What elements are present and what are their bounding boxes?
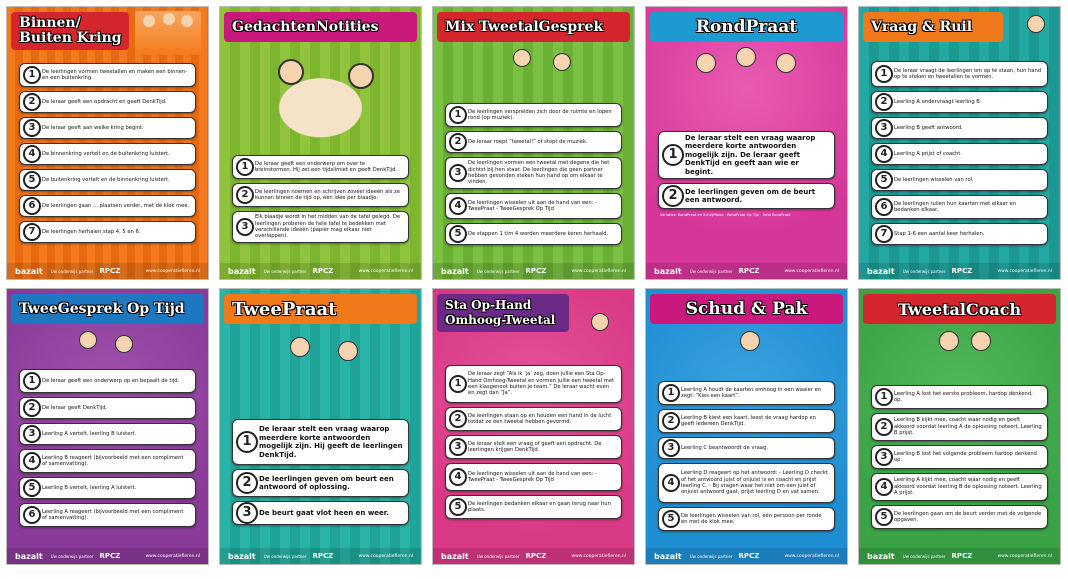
step-text: De leraar stelt een vraag waarop meerdere korte antwoorden mogelijk zijn. Hij geeft de leerlingen DenkTijd. [259,425,403,459]
rpcz-logo: RPCZ [738,552,760,560]
step-text: De leerlingen ruilen hun kaarten met elkaar en bedanken elkaar. [894,200,1016,213]
footer-url: www.cooperatiefleren.nl [997,268,1052,274]
group-table-illustration [676,45,816,125]
step-number: 4 [23,145,41,163]
step-number: 2 [875,93,893,111]
step-number: 6 [875,198,893,216]
footer-url: www.cooperatiefleren.nl [571,553,626,559]
step-item [871,61,1048,87]
step-number: 3 [662,439,680,457]
step-item [19,423,196,445]
step-text: Elk blaadje wordt in het midden van de tafel gelegd. De leerlingen proberen de hele tafel te bedekken met verschillende ideeën (papier mag elkaar niet overlappen). [255,214,401,240]
step-text: Leerling A lost het eerste probleem, hardop denkend, op. [894,390,1033,403]
poster-binnen-buiten-kring [6,6,209,280]
children-moving-illustration [503,45,593,101]
student-figure [115,335,133,353]
step-list [658,381,835,535]
coaching-pair-illustration [909,325,1019,377]
rpcz-logo: RPCZ [312,267,334,275]
step-item [445,407,622,431]
step-item [871,195,1048,219]
step-text: De leerlingen vormen een tweetal met degene die het dichtst bij hen staat. De leerlingen die geen partner hebben gevonden steken hun hand op om elkaar te vinden. [468,160,610,186]
step-item [658,463,835,503]
step-text: Stap 1-6 een aantal keer herhalen. [894,230,985,237]
step-number: 3 [23,119,41,137]
step-number: 5 [875,171,893,189]
step-item [19,195,196,217]
step-text: Leerling A vertelt, leerling B luistert. [42,430,137,437]
poster-title: Vraag & Ruil [863,12,1003,42]
partner-text: Uw onderwijs partner [263,553,307,559]
step-number: 5 [662,510,680,528]
rpcz-logo: RPCZ [99,552,121,560]
student-figure [278,59,304,85]
student-figure [348,63,374,89]
poster-title: Binnen/ Buiten Kring [11,12,129,50]
step-list [871,61,1048,249]
rpcz-logo: RPCZ [525,267,547,275]
two-students-table-illustration [260,329,385,407]
students-writing-illustration [238,49,403,147]
children-illustration [135,11,201,55]
step-text: De leraar geeft aan welke kring begint. [42,124,144,131]
step-text: Leerling B lost het volgende probleem hardop denkend op. [894,450,1037,463]
step-text: De leraar stelt een vraag waarop meerdere korte antwoorden mogelijk zijn. De leraar geeft DenkTijd en geeft aan wie er begint. [685,133,816,176]
step-item [445,223,622,245]
step-item [19,369,196,393]
poster-footer [7,548,208,564]
step-number: 7 [23,223,41,241]
footer-url: www.cooperatiefleren.nl [571,268,626,274]
step-number: 2 [449,410,467,428]
step-list [232,155,409,247]
step-text: De leraar geeft een onderwerp op en bepaalt de tijd. [42,377,180,384]
step-text: Leerling B geeft antwoord. [894,124,963,131]
step-item [658,183,835,209]
step-item [19,143,196,165]
rpcz-logo: RPCZ [951,552,973,560]
step-number: 2 [236,186,254,204]
poster-footer [433,548,634,564]
child-figure [513,49,531,67]
step-text: De leerlingen noemen en schrijven zoveel ideeën als ze kunnen binnen de tijd op, één idee per blaadje. [255,188,400,201]
step-item [871,505,1048,529]
step-item [658,131,835,179]
step-number: 2 [662,412,680,430]
two-students-illustration [67,325,147,369]
step-number: 4 [23,452,41,470]
poster-mix-tweetal-gesprek [432,6,635,280]
step-item [871,385,1048,409]
rpcz-logo: RPCZ [951,267,973,275]
step-text: De leerlingen verspreiden zich door de ruimte en lopen rond (op muziek). [468,108,612,121]
student-figure [971,331,991,351]
bazalt-logo: bazalt [15,266,43,276]
step-number: 2 [449,133,467,151]
hand-raised-illustration [573,293,629,355]
step-text: De beurt gaat vlot heen en weer. [259,508,389,517]
child-figure [143,15,155,27]
step-number: 4 [449,468,467,486]
poster-rondpraat [645,6,848,280]
step-item [232,419,409,465]
poster-gedachten-notities [219,6,422,280]
step-number: 5 [875,508,893,526]
step-number: 1 [236,158,254,176]
step-text: De leerlingen vormen tweetallen en maken een binnen- en een buitenkring. [42,68,188,81]
step-number: 1 [662,144,684,166]
partner-text: Uw onderwijs partner [476,553,520,559]
step-item [19,221,196,243]
step-list [871,385,1048,533]
step-number: 3 [449,438,467,456]
footer-url: www.cooperatiefleren.nl [145,268,200,274]
step-item [871,413,1048,441]
poster-tweepraat [219,288,422,565]
step-number: 6 [23,197,41,215]
step-text: De buitenkring vertelt en de binnenkring luistert. [42,176,170,183]
step-list [658,131,835,213]
step-number: 4 [662,474,680,492]
poster-sta-op-hand-omhoog-tweetal [432,288,635,565]
poster-title: Schud & Pak [650,294,843,324]
step-text: Leerling D reageert op het antwoord: - Leerling D checkt of het antwoord juist of onjuist is en coacht en prijst leerling C. - Bij vragen waar het niet om een juist of onjuist antwoord gaat, prijst leerling D en vat samen. [681,470,828,496]
footer-url: www.cooperatiefleren.nl [358,553,413,559]
step-list [232,419,409,529]
step-number: 2 [23,93,41,111]
step-text: De stappen 1 t/m 4 worden meerdere keren herhaald. [468,230,609,237]
step-number: 3 [236,502,258,524]
footer-url: www.cooperatiefleren.nl [784,268,839,274]
step-item [19,117,196,139]
student-figure [591,313,609,331]
step-item [658,507,835,531]
variations-note: Variaties: RondPraat en SchrijfRond · RondPraat Op Tijd · Tafel RondPraat [660,213,791,217]
step-number: 5 [23,171,41,189]
step-text: Leerling B kiest een kaart, leest de vraag hardop en geeft iedereen DenkTijd. [681,414,816,427]
step-number: 1 [236,431,258,453]
step-number: 6 [23,506,41,524]
step-item [19,449,196,473]
step-item [658,409,835,433]
step-number: 3 [875,448,893,466]
girl-illustration [1015,11,1055,61]
step-text: De leraar vraagt de leerlingen om op te staan, hun hand op te steken en tweetallen te vormen. [894,67,1042,80]
step-number: 2 [662,185,684,207]
bazalt-logo: bazalt [441,551,469,561]
step-number: 7 [875,225,893,243]
step-item [445,157,622,189]
step-item [658,437,835,459]
step-text: De leraar stelt een vraag of geeft een opdracht. De leerlingen krijgen DenkTijd. [468,440,602,453]
footer-url: www.cooperatiefleren.nl [358,268,413,274]
child-figure [163,13,175,25]
step-item [445,463,622,491]
poster-title: Sta Op-Hand Omhoog-Tweetal [437,294,569,332]
step-list [445,365,622,523]
step-number: 5 [23,479,41,497]
student-figure [736,47,756,67]
step-item [232,211,409,243]
step-text: De leerlingen herhalen stap 4, 5 en 6. [42,228,141,235]
step-item [445,365,622,403]
step-number: 1 [449,106,467,124]
student-figure [696,53,716,73]
rpcz-logo: RPCZ [99,267,121,275]
step-item [19,503,196,527]
partner-text: Uw onderwijs partner [689,553,733,559]
partner-text: Uw onderwijs partner [50,268,94,274]
student-figure [290,337,310,357]
step-item [232,183,409,207]
poster-footer [220,548,421,564]
bazalt-logo: bazalt [228,551,256,561]
poster-tweetalcoach [858,288,1061,565]
step-item [871,223,1048,245]
step-text: Leerling C beantwoordt de vraag. [681,444,768,451]
child-figure [181,15,193,27]
step-item [871,473,1048,501]
step-text: De leerlingen wisselen van rol, één persoon per ronde en met de klok mee. [681,512,822,525]
step-number: 1 [875,65,893,83]
poster-footer [859,263,1060,279]
step-text: Leerling A ondervraagt leerling B. [894,98,982,105]
step-item [658,381,835,405]
step-number: 2 [875,418,893,436]
step-text: De leerlingen wisselen uit aan de hand van een: - TweePraat - TweeGesprek Op Tijd [468,470,597,483]
step-number: 3 [23,425,41,443]
step-number: 3 [236,218,254,236]
step-number: 4 [875,478,893,496]
bazalt-logo: bazalt [15,551,43,561]
step-text: De leraar geeft een opdracht en geeft DenkTijd. [42,98,167,105]
footer-url: www.cooperatiefleren.nl [997,553,1052,559]
step-item [445,495,622,519]
rpcz-logo: RPCZ [525,552,547,560]
footer-url: www.cooperatiefleren.nl [784,553,839,559]
poster-footer [859,548,1060,564]
step-item [871,117,1048,139]
poster-footer [220,263,421,279]
step-item [445,435,622,459]
step-text: De leerlingen geven om de beurt een antwoord. [685,187,816,204]
partner-text: Uw onderwijs partner [902,553,946,559]
partner-text: Uw onderwijs partner [689,268,733,274]
child-figure [553,53,571,71]
step-number: 5 [449,225,467,243]
poster-footer [646,263,847,279]
rpcz-logo: RPCZ [312,552,334,560]
step-item [232,155,409,179]
poster-footer [7,263,208,279]
student-figure [776,53,796,73]
step-number: 4 [449,197,467,215]
step-item [445,193,622,219]
step-number: 1 [23,66,41,84]
step-text: De leraar geeft een onderwerp om over te breinstormen. Hij zet een tijdslimiet en geeft DenkTijd. [255,160,398,173]
step-item [232,501,409,525]
step-number: 4 [875,145,893,163]
poster-schud-pak [645,288,848,565]
bazalt-logo: bazalt [441,266,469,276]
step-item [19,91,196,113]
step-item [19,169,196,191]
step-item [871,169,1048,191]
partner-text: Uw onderwijs partner [902,268,946,274]
poster-title: TweePraat [224,294,417,324]
step-text: De leerlingen gaan ... plaatsen verder, met de klok mee. [42,202,190,209]
poster-tweegesprek-op-tijd [6,288,209,565]
student-figure [79,331,97,349]
step-number: 5 [449,498,467,516]
step-text: De leerlingen staan op en houden een hand in de lucht totdat ze een tweetal hebben gevormd. [468,412,612,425]
step-number: 1 [23,372,41,390]
footer-url: www.cooperatiefleren.nl [145,553,200,559]
step-item [445,103,622,127]
bazalt-logo: bazalt [654,266,682,276]
step-text: De leerlingen gaan om de beurt verder met de volgende opgaven. [894,510,1042,523]
poster-title: TweetalCoach [863,294,1056,324]
step-text: De leerlingen wisselen van rol. [894,176,974,183]
poster-title: RondPraat [650,12,843,42]
poster-footer [433,263,634,279]
partner-text: Uw onderwijs partner [263,268,307,274]
step-item [19,63,196,87]
step-text: Leerling A houdt de kaarten omhoog in een waaier en zegt: “Kies een kaart”. [681,386,822,399]
student-figure [939,331,959,351]
partner-text: Uw onderwijs partner [476,268,520,274]
step-text: De leerlingen wisselen uit aan de hand van een: - TweePraat - TweeGesprek Op Tijd [468,199,597,212]
bazalt-logo: bazalt [867,551,895,561]
step-text: Leerling B reageert (bijvoorbeeld met een compliment of samenvatting). [42,454,184,467]
step-item [232,469,409,497]
bazalt-logo: bazalt [228,266,256,276]
step-number: 1 [875,388,893,406]
poster-footer [646,548,847,564]
step-number: 3 [449,164,467,182]
poster-title: Mix TweetalGesprek [437,12,630,42]
step-number: 2 [236,472,258,494]
step-item [19,397,196,419]
step-text: Leerling A reageert (bijvoorbeeld met een compliment of samenvatting). [42,508,184,521]
step-list [19,369,196,531]
step-text: Leerling A prijst of coacht. [894,150,962,157]
cards-illustration [696,327,806,377]
step-list [445,103,622,249]
rpcz-logo: RPCZ [738,267,760,275]
step-text: Leerling B vertelt, leerling A luistert. [42,484,137,491]
step-item [19,477,196,499]
step-text: Leerling A kijkt mee, coacht waar nodig en geeft akkoord voordat leerling B de oplossing noteert. Leerling A prijst. [894,477,1042,497]
partner-text: Uw onderwijs partner [50,553,94,559]
poster-title: TweeGesprek Op Tijd [11,294,204,324]
bazalt-logo: bazalt [867,266,895,276]
step-item [871,445,1048,469]
step-text: De binnenkring vertelt en de buitenkring luistert. [42,150,170,157]
poster-vraag-ruil [858,6,1061,280]
step-text: De leerlingen geven om beurt een antwoord of oplossing. [259,474,394,491]
step-number: 1 [449,375,467,393]
bazalt-logo: bazalt [654,551,682,561]
step-item [871,143,1048,165]
girl-figure [1027,15,1045,33]
step-text: De leraar geeft DenkTijd. [42,404,108,411]
step-number: 2 [23,399,41,417]
step-text: De leraar zegt “Als ik ‘ja’ zeg, doen jullie een Sta Op-Hand Omhoog-Tweetal en vormen jullie een tweetal met een klasgenoot buiten je team.” De leraar wacht even en zegt dan “Ja”. [468,371,615,397]
step-item [445,131,622,153]
step-number: 1 [662,384,680,402]
step-text: De leerlingen bedanken elkaar en gaan terug naar hun plaats. [468,500,611,513]
step-number: 3 [875,119,893,137]
student-figure [338,341,358,361]
poster-title: GedachtenNotities [224,12,417,42]
step-text: Leerling B kijkt mee, coacht waar nodig en geeft akkoord voordat leerling A de oplossing noteert. Leerling B prijst. [894,417,1042,437]
step-list [19,63,196,247]
step-item [871,91,1048,113]
student-figure [740,331,760,351]
step-text: De leraar roept “tweetal!” of stopt de muziek. [468,138,588,145]
